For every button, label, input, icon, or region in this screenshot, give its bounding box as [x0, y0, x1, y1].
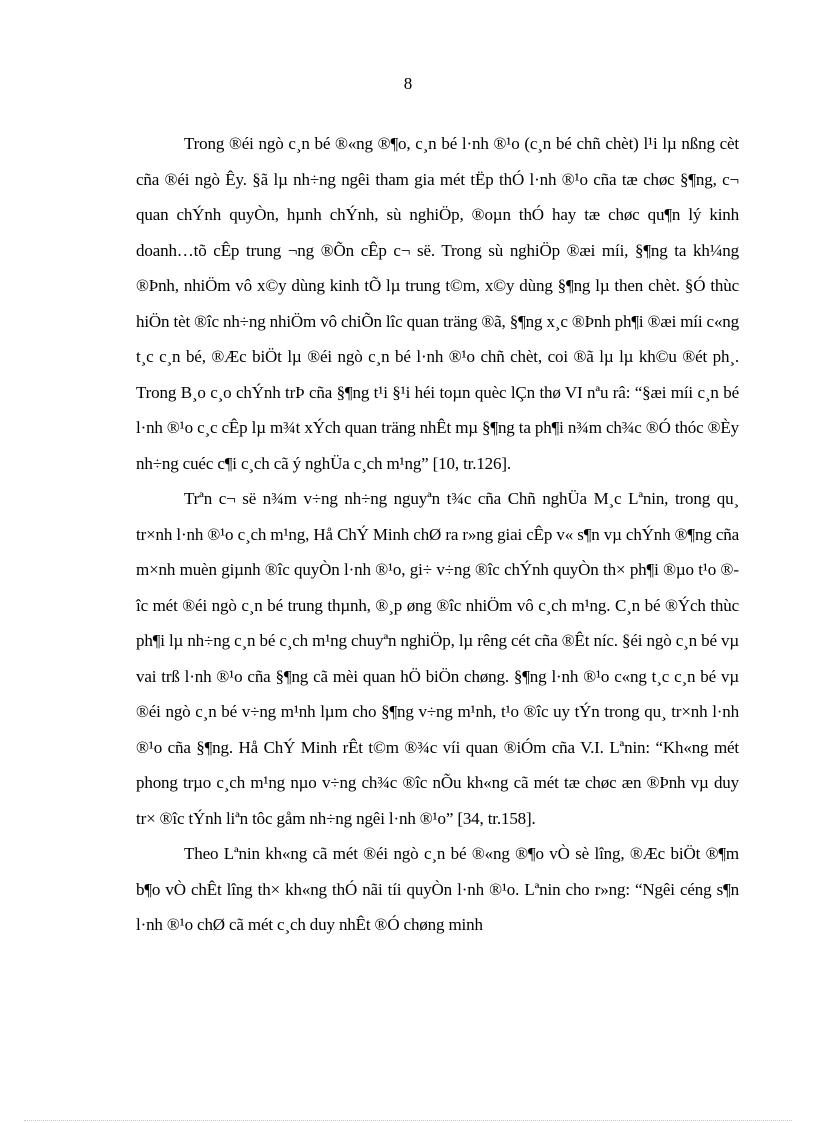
document-body	[136, 126, 739, 943]
paragraph-2: Trªn c¬ së n¾m v÷ng nh÷ng nguyªn t¾c cña Chñ nghÜa M¸c Lªnin, trong qu¸ tr×nh l·nh ®¹o c¸ch m¹ng, Hå ChÝ Minh chØ ra r»ng giai cÊp v« s¶n vµ chÝnh ®¶ng cña m×nh muèn giµnh ®îc quyÒn l·nh ®¹o, gi÷ v÷ng ®îc chÝnh quyÒn th× ph¶i ®µo t¹o ®îc mét ®éi ngò c¸n bé trung thµnh, ®¸p øng ®îc nhiÖm vô c¸ch m¹ng. C¸n bé ®Ých thùc ph¶i lµ nh÷ng c¸n bé c¸ch m¹ng chuyªn nghiÖp, lµ rêng cét cña ®Êt níc. §éi ngò c¸n bé vµ vai trß l·nh ®¹o cña §¶ng cã mèi quan hÖ biÖn chøng. §¶ng l·nh ®¹o c«ng t¸c c¸n bé vµ ®éi ngò c¸n bé v÷ng m¹nh lµm cho §¶ng v÷ng m¹nh, t¹o ®îc uy tÝn trong qu¸ tr×nh l·nh ®¹o cña §¶ng. Hå ChÝ Minh rÊt t©m ®¾c víi quan ®iÓm cña V.I. Lªnin: “Kh«ng mét phong trµo c¸ch m¹ng nµo v÷ng ch¾c ®îc nÕu kh«ng cã mét tæ chøc æn ®Þnh vµ duy tr× ®îc tÝnh liªn tôc gåm nh÷ng ngêi l·nh ®¹o” [34, tr.158].	[136, 489, 739, 828]
page-number: 8	[403, 74, 413, 93]
paragraph-3: Theo Lªnin kh«ng cã mét ®éi ngò c¸n bé ®«ng ®¶o vÒ sè lîng, ®Æc biÖt ®¶m b¶o vÒ chÊt lîng th× kh«ng thÓ nãi tíi quyÒn l·nh ®¹o. Lªnin cho r»ng: “Ngêi céng s¶n l·nh ®¹o chØ cã mét c¸ch duy nhÊt ®Ó chøng minh	[136, 844, 739, 934]
paragraph-1: Trong ®éi ngò c¸n bé ®«ng ®¶o, c¸n bé l·nh ®¹o (c¸n bé chñ chèt) l¹i lµ nßng cèt cña ®éi ngò Êy. §ã lµ nh÷ng ngêi tham gia mét tËp thÓ l·nh ®¹o cña tæ chøc §¶ng, c¬ quan chÝnh quyÒn, hµnh chÝnh, sù nghiÖp, ®oµn thÓ hay tæ chøc qu¶n lý kinh doanh…tõ cÊp trung ¬ng ®Õn cÊp c¬ së. Trong sù nghiÖp ®æi míi, §¶ng ta kh¼ng ®Þnh, nhiÖm vô x©y dùng kinh tÕ lµ trung t©m, x©y dùng §¶ng lµ then chèt. §Ó thùc hiÖn tèt ®îc nh÷ng nhiÖm vô chiÕn lîc quan träng ®ã, §¶ng x¸c ®Þnh ph¶i ®æi míi c«ng t¸c c¸n bé, ®Æc biÖt lµ ®éi ngò c¸n bé l·nh ®¹o chñ chèt, coi ®ã lµ lµ kh©u ®ét ph¸. Trong B¸o c¸o chÝnh trÞ cña §¶ng t¹i §¹i héi toµn quèc lÇn thø VI nªu râ: “§æi míi c¸n bé l·nh ®¹o c¸c cÊp lµ m¾t xÝch quan träng nhÊt mµ §¶ng ta ph¶i n¾m ch¾c ®Ó thóc ®Èy nh÷ng cuéc c¶i c¸ch cã ý nghÜa c¸ch m¹ng” [10, tr.126].	[136, 134, 740, 473]
page-bottom-divider	[24, 1120, 792, 1121]
